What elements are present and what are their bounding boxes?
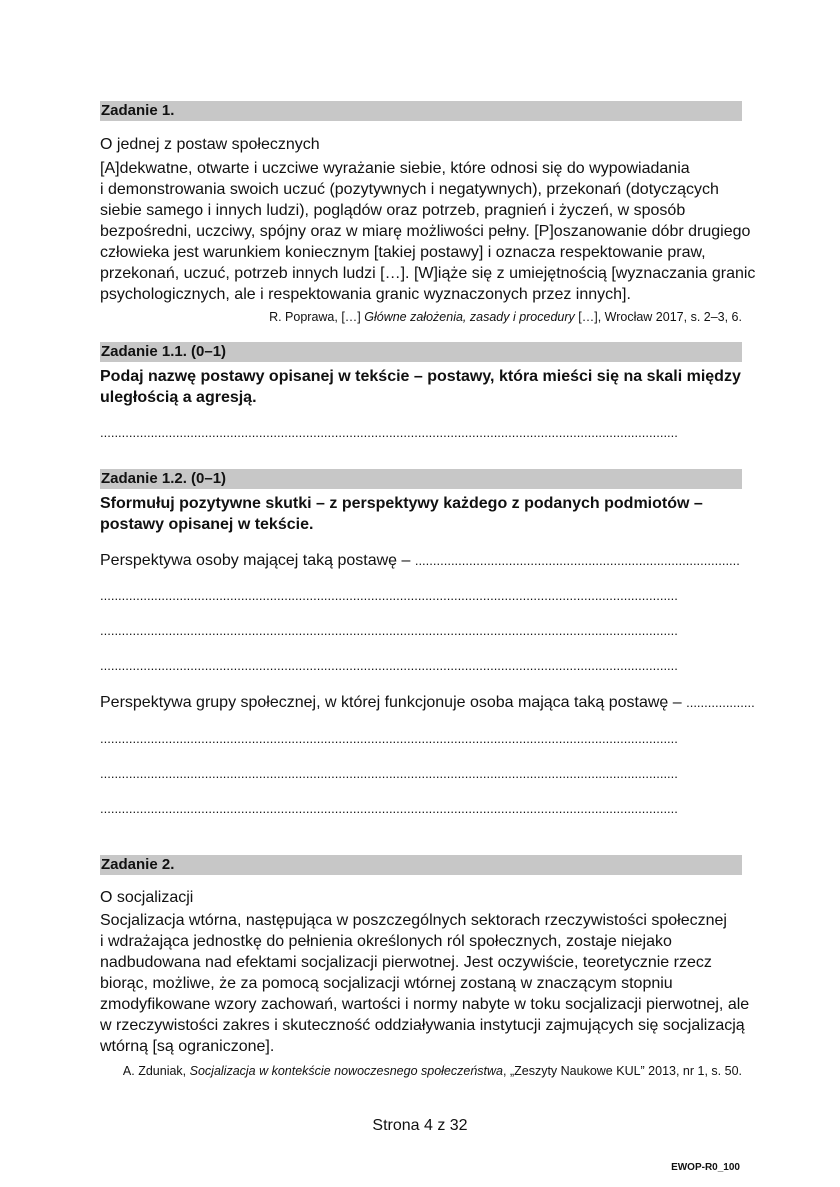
task-2-text-line: Socjalizacja wtórna, następująca w poszczególnych sektorach rzeczywistości społecznej xyxy=(100,912,727,929)
task-1-text-line: i demonstrowania swoich uczuć (pozytywnych i negatywnych), przekonań (dotyczących xyxy=(100,181,719,198)
source-title: Socjalizacja w kontekście nowoczesnego społeczeństwa xyxy=(189,1064,503,1078)
task-1-text-line: psychologicznych, ale i respektowania granic wyznaczonych przez innych]. xyxy=(100,286,631,303)
source-title: Główne założenia, zasady i procedury xyxy=(364,310,575,324)
question-line: Sformułuj pozytywne skutki – z perspektywy każdego z podanych podmiotów – xyxy=(100,495,703,512)
source-author: A. Zduniak, xyxy=(122,1064,190,1078)
answer-line[interactable]: ................................................................................................................................................................ xyxy=(100,588,678,603)
perspective-group-label: Perspektywa grupy społecznej, w której funkcjonuje osoba mająca taką postawę – xyxy=(100,694,687,711)
answer-line[interactable]: ................................................................................................................................................................ xyxy=(100,801,678,816)
task-1-text-line: bezpośredni, uczciwy, spójny oraz w miarę możliwości pełny. [P]oszanowanie dóbr drugiego xyxy=(100,223,751,240)
task-1-text-line: przekonań, uczuć, potrzeb innych ludzi […]. [W]iąże się z umiejętnością [wyznaczania granic xyxy=(100,265,756,282)
task-1-2-header: Zadanie 1.2. (0–1) xyxy=(100,469,742,489)
answer-line[interactable]: ................................................................................................................................................................ xyxy=(100,623,678,638)
task-2-text xyxy=(100,910,750,1057)
perspective-person-row xyxy=(100,550,742,571)
question-line: Podaj nazwę postawy opisanej w tekście – postawy, która mieści się na skali między xyxy=(100,368,741,385)
task-1-text-line: [A]dekwatne, otwarte i uczciwe wyrażanie siebie, które odnosi się do wypowiadania xyxy=(100,160,690,177)
task-1-1-header: Zadanie 1.1. (0–1) xyxy=(100,342,742,362)
task-1-2-question xyxy=(100,493,742,535)
answer-line[interactable]: ................................................................................................................................................................ xyxy=(100,731,678,746)
answer-line[interactable]: ................................................................................................................................................................ xyxy=(100,766,678,781)
source-details: […], Wrocław 2017, s. 2–3, 6. xyxy=(574,310,742,324)
perspective-person-label: Perspektywa osoby mającej taką postawę – xyxy=(100,552,415,569)
task-2-text-line: i wdrażająca jednostkę do pełnienia określonych ról społecznych, zostaje niejako xyxy=(100,933,672,950)
task-1-header: Zadanie 1. xyxy=(100,101,742,121)
task-2-text-line: zmodyfikowane wzory zachowań, wartości i normy nabyte w toku socjalizacji pierwotnej, ale xyxy=(100,996,750,1013)
exam-code: EWOP-R0_100 xyxy=(671,1162,740,1173)
source-details: , „Zeszyty Naukowe KUL” 2013, nr 1, s. 50. xyxy=(503,1064,742,1078)
task-2-header: Zadanie 2. xyxy=(100,855,742,875)
task-2-source xyxy=(123,1063,742,1079)
task-1-title: O jednej z postaw społecznych xyxy=(100,136,320,153)
task-1-text xyxy=(100,158,756,305)
task-1-source xyxy=(269,309,742,325)
answer-line[interactable]: ................................................................................................................................................................ xyxy=(100,425,678,440)
task-1-text-line: człowieka jest warunkiem koniecznym [takiej postawy] i oznacza respektowanie praw, xyxy=(100,244,706,261)
question-line: postawy opisanej w tekście. xyxy=(100,516,314,533)
task-1-1-question xyxy=(100,366,742,408)
page-number: Strona 4 z 32 xyxy=(372,1117,468,1134)
source-author: R. Poprawa, […] xyxy=(269,310,365,324)
answer-line[interactable]: .......................................................................................... xyxy=(414,553,740,568)
task-2-text-line: wtórną [są ograniczone]. xyxy=(100,1038,275,1055)
answer-line[interactable]: ................................................................................................................................................................ xyxy=(100,658,678,673)
question-line: uległością a agresją. xyxy=(100,389,257,406)
task-1-text-line: siebie samego i innych ludzi), poglądów oraz potrzeb, pragnień i życzeń, w sposób xyxy=(100,202,686,219)
task-2-text-line: nadbudowana nad efektami socjalizacji pierwotnej. Jest oczywiście, teoretycznie rzecz xyxy=(100,954,712,971)
task-2-text-line: w rzeczywistości zakres i skuteczność oddziaływania instytucji zajmujących się socjalizacją xyxy=(100,1017,745,1034)
task-2-title: O socjalizacji xyxy=(100,889,194,906)
perspective-group-row xyxy=(100,692,755,713)
task-2-text-line: biorąc, możliwe, że za pomocą socjalizacji wtórnej zostaną w znaczącym stopniu xyxy=(100,975,673,992)
answer-line[interactable]: ................... xyxy=(686,695,755,710)
